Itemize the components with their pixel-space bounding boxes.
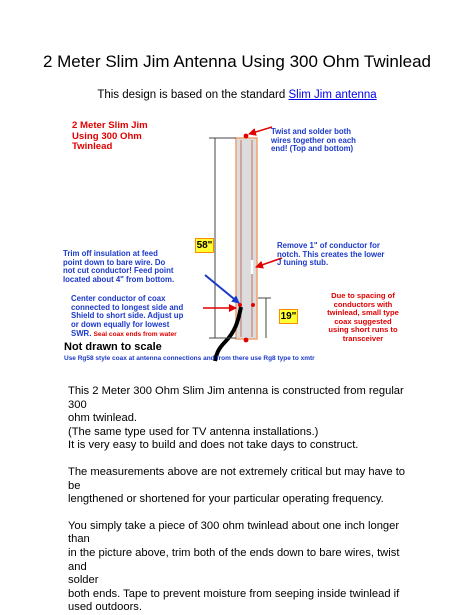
body-line: lengthened or shortened for your particular operating frequency.: [68, 493, 384, 506]
remove-note: Remove 1" of conductor for notch. This creates the lower J tuning stub.: [277, 241, 385, 268]
feed-point-right: [251, 303, 255, 307]
body-line: in the picture above, trim both of the ends down to bare wires, twist and: [68, 546, 400, 573]
subtitle: [0, 89, 474, 101]
diagram-heading: 2 Meter Slim Jim Using 300 Ohm Twinlead: [72, 120, 148, 153]
body-line: solder: [68, 574, 99, 587]
trim-note: Trim off insulation at feed point down to bare wire. Do not cut conductor! Feed point located about 4" from bottom.: [63, 249, 175, 285]
spacing-note: Due to spacing of conductors with twinlead, small type coax suggested using short runs to transceiver: [327, 291, 399, 343]
not-to-scale-note: Not drawn to scale: [64, 341, 162, 353]
top-solder-point: [244, 134, 249, 139]
body-line: The measurements above are not extremely critical but may have to be: [68, 465, 406, 492]
center-conductor-note: Center conductor of coax connected to longest side and Shield to short side. Adjust up or down equally for lowest SWR. Seal coax ends from water: [71, 294, 184, 338]
slim-jim-link[interactable]: Slim Jim antenna: [288, 89, 377, 101]
feed-point-left: [238, 303, 242, 307]
dimension-58: 58": [196, 240, 213, 251]
feed-arrow: [205, 275, 239, 303]
page-title: 2 Meter Slim Jim Antenna Using 300 Ohm Twinlead: [42, 52, 432, 71]
dimension-19: 19": [280, 311, 297, 322]
coax-type-note: Use Rg58 style coax at antenna connections and from there use Rg8 type to xmtr: [64, 355, 315, 362]
bottom-solder-point: [244, 338, 249, 343]
body-line: both ends. Tape to prevent moisture from seeping inside twinlead if: [68, 587, 400, 600]
body-line: ohm twinlead.: [68, 412, 138, 425]
body-line: This 2 Meter 300 Ohm Slim Jim antenna is constructed from regular 300: [68, 385, 404, 411]
body-line: used outdoors.: [68, 601, 143, 614]
antenna-diagram: [55, 112, 435, 374]
body-line: You simply take a piece of 300 ohm twinlead about one inch longer than: [68, 519, 400, 546]
body-line: (The same type used for TV antenna installations.): [68, 425, 319, 438]
twist-note: Twist and solder both wires together on each end! (Top and bottom): [271, 127, 356, 154]
body-line: It is very easy to build and does not take days to construct.: [68, 439, 359, 452]
twist-arrow: [249, 127, 272, 134]
subtitle-text: This design is based on the standard: [97, 89, 289, 101]
seal-note: Seal coax ends from water: [93, 330, 177, 338]
article-body: [68, 385, 408, 615]
